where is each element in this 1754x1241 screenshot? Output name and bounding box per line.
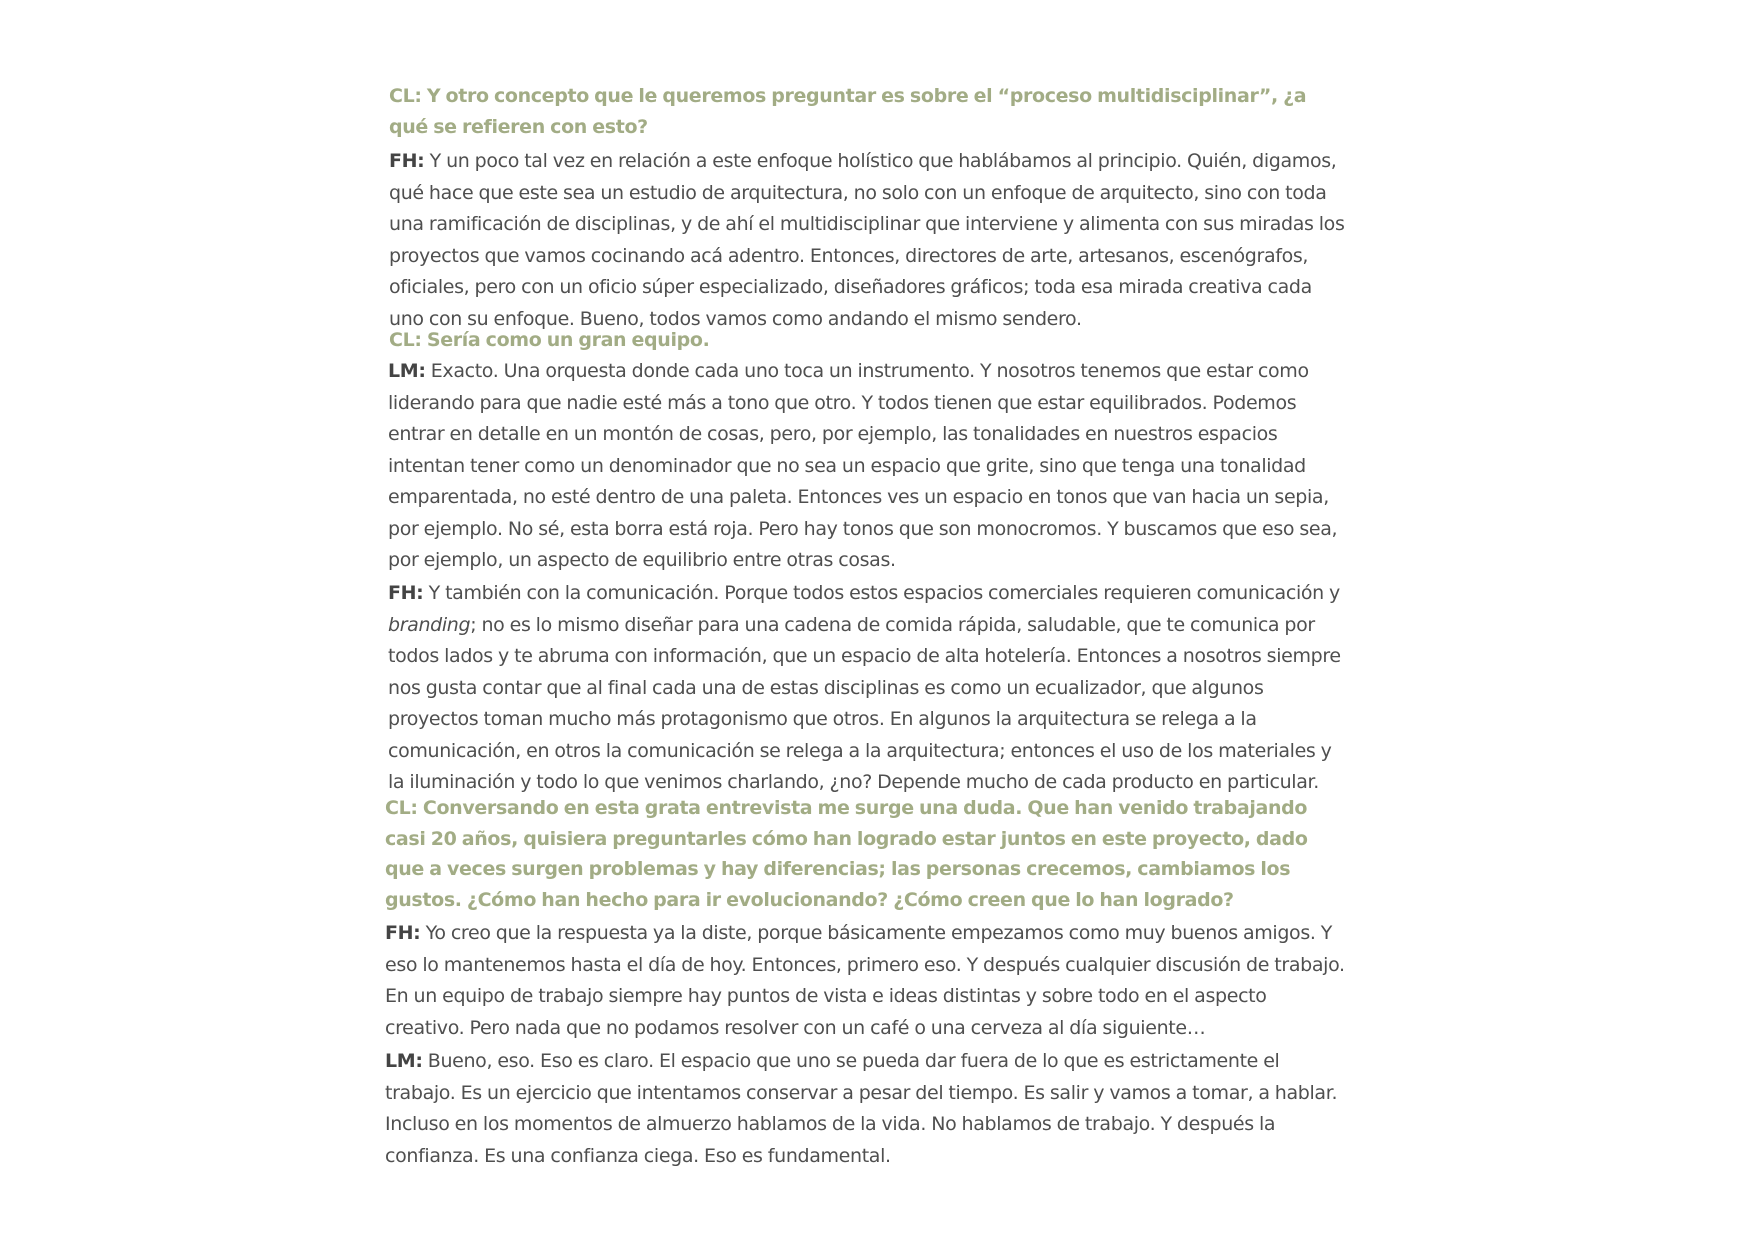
speaker-lm: LM:: [388, 360, 426, 382]
question-multidisciplinary-process: [389, 81, 1309, 142]
question-text: Sería como un gran equipo.: [426, 329, 710, 351]
speaker-lm: LM:: [385, 1050, 423, 1072]
answer-fh-friends: [385, 918, 1345, 1044]
speaker-cl: CL:: [389, 329, 422, 351]
answer-lm-orchestra: [388, 356, 1348, 577]
branding-term: branding: [388, 613, 471, 636]
speaker-fh: FH:: [389, 150, 425, 172]
answer-lm-trust: [385, 1046, 1345, 1172]
question-twenty-years: [385, 793, 1345, 915]
answer-fh-communication: [388, 578, 1348, 799]
question-big-team: [389, 325, 1349, 356]
speaker-cl: CL:: [389, 85, 422, 107]
speaker-fh: FH:: [385, 922, 421, 944]
answer-text: Y un poco tal vez en relación a este enfoque holístico que hablábamos al principio. Quién, digamos, qué hace que este sea un estudio de arquitectura, no solo con un enfoque de arquitecto, sino con toda una ramificación de disciplinas, y de ahí el multidisciplinar que interviene y alimenta con sus miradas los proyectos que vamos cocinando acá adentro. Entonces, directores de arte, artesanos, escenógrafos, oficiales, pero con un oficio súper especializado, diseñadores gráficos; toda esa mirada creativa cada uno con su enfoque. Bueno, todos vamos como andando el mismo sendero.: [389, 150, 1345, 330]
answer-text-before: Y también con la comunicación. Porque todos estos espacios comerciales requieren comunicación y: [428, 582, 1340, 604]
answer-text: Exacto. Una orquesta donde cada uno toca un instrumento. Y nosotros tenemos que estar como liderando para que nadie esté más a tono que otro. Y todos tienen que estar equilibrados. Podemos entrar en detalle en un montón de cosas, pero, por ejemplo, las tonalidades en nuestros espacios intentan tener como un denominador que no sea un espacio que grite, sino que tenga una tonalidad emparentada, no esté dentro de una paleta. Entonces ves un espacio en tonos que van hacia un sepia, por ejemplo. No sé, esta borra está roja. Pero hay tonos que son monocromos. Y buscamos que eso sea, por ejemplo, un aspecto de equilibrio entre otras cosas.: [388, 360, 1338, 571]
speaker-fh: FH:: [388, 582, 424, 604]
question-text: Y otro concepto que le queremos preguntar es sobre el “proceso multidisciplinar”, ¿a qué se refieren con esto?: [389, 85, 1307, 138]
answer-fh-holistic: [389, 146, 1349, 335]
question-text: Conversando en esta grata entrevista me surge una duda. Que han venido trabajando casi 20 años, quisiera preguntarles cómo han logrado estar juntos en este proyecto, dado que a veces surgen problemas y hay diferencias; las personas crecemos, cambiamos los gustos. ¿Cómo han hecho para ir evolucionando? ¿Cómo creen que lo han logrado?: [385, 797, 1308, 911]
answer-text: Yo creo que la respuesta ya la diste, porque básicamente empezamos como muy buenos amigos. Y eso lo mantenemos hasta el día de hoy. Entonces, primero eso. Y después cualquier discusión de trabajo. En un equipo de trabajo siempre hay puntos de vista e ideas distintas y sobre todo en el aspecto creativo. Pero nada que no podamos resolver con un café o una cerveza al día siguiente…: [385, 922, 1345, 1039]
answer-text-after: ; no es lo mismo diseñar para una cadena de comida rápida, saludable, que te comunica por todos lados y te abruma con información, que un espacio de alta hotelería. Entonces a nosotros siempre nos gusta contar que al final cada una de estas disciplinas es como un ecualizador, que algunos proyectos toman mucho más protagonismo que otros. En algunos la arquitectura se relega a la comunicación, en otros la comunicación se relega a la arquitectura; entonces el uso de los materiales y la iluminación y todo lo que venimos charlando, ¿no? Depende mucho de cada producto en particular.: [388, 613, 1341, 793]
speaker-cl: CL:: [385, 797, 418, 819]
answer-text: Bueno, eso. Eso es claro. El espacio que uno se pueda dar fuera de lo que es estrictamente el trabajo. Es un ejercicio que intentamos conservar a pesar del tiempo. Es salir y vamos a tomar, a hablar. Incluso en los momentos de almuerzo hablamos de la vida. No hablamos de trabajo. Y después la confianza. Es una confianza ciega. Eso es fundamental.: [385, 1050, 1338, 1167]
